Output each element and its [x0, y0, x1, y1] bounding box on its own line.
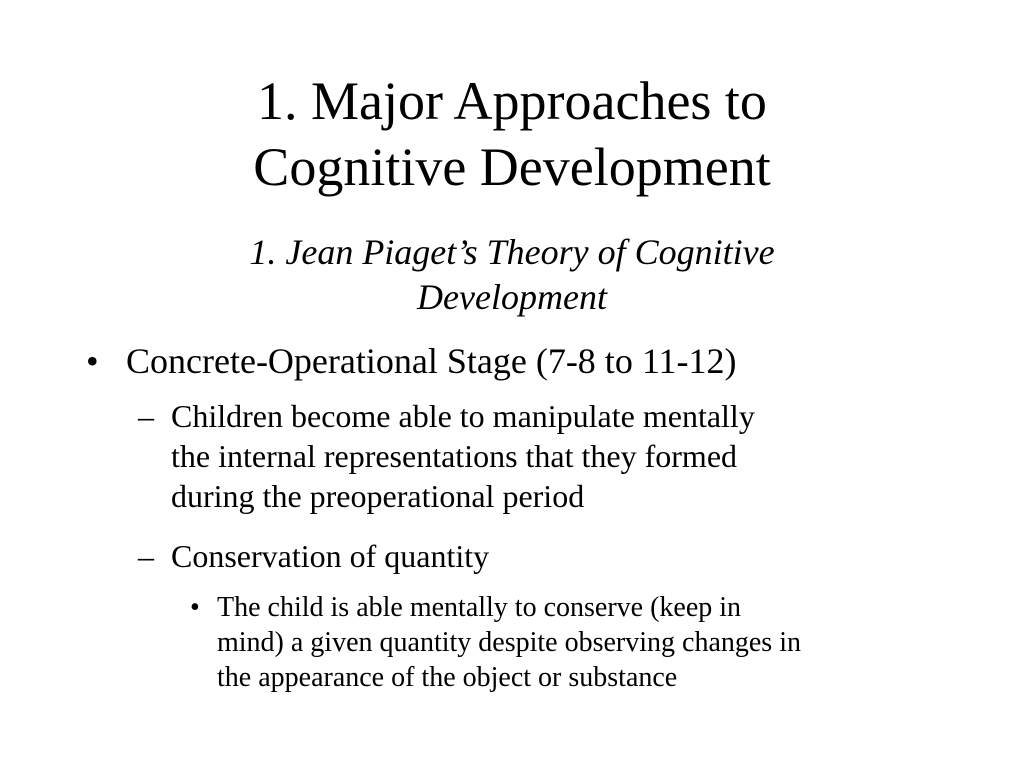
sub-bullet-conservation-line-1: Conservation of quantity	[171, 538, 490, 574]
sub-sub-bullet-line-3: the appearance of the object or substance	[217, 662, 678, 693]
dash-marker: –	[138, 538, 154, 574]
bullet-stage-text: Concrete-Operational Stage (7-8 to 11-12)	[126, 341, 737, 381]
title-line-1: 1. Major Approaches to	[257, 71, 767, 131]
subtitle-line-1: 1. Jean Piaget’s Theory of Cognitive	[249, 232, 775, 272]
slide-title	[0, 68, 1024, 200]
subtitle-line-2: Development	[417, 277, 607, 317]
dash-marker: –	[138, 398, 154, 434]
slide-subtitle	[0, 230, 1024, 320]
bullet-marker: •	[86, 341, 99, 381]
bullet-marker: •	[190, 592, 200, 623]
sub-sub-bullet-line-1: The child is able mentally to conserve (keep in	[217, 592, 742, 623]
sub-sub-bullet-conserve-text	[217, 590, 977, 695]
sub-bullet-conservation-text	[171, 536, 931, 576]
sub-bullet-manipulate-line-1: Children become able to manipulate mentally	[171, 398, 755, 434]
title-line-2: Cognitive Development	[253, 137, 771, 197]
sub-bullet-manipulate-line-3: during the preoperational period	[171, 478, 585, 514]
sub-sub-bullet-line-2: mind) a given quantity despite observing changes in	[217, 627, 801, 658]
sub-bullet-manipulate-line-2: the internal representations that they formed	[171, 438, 738, 474]
sub-bullet-manipulate-text	[171, 396, 931, 516]
